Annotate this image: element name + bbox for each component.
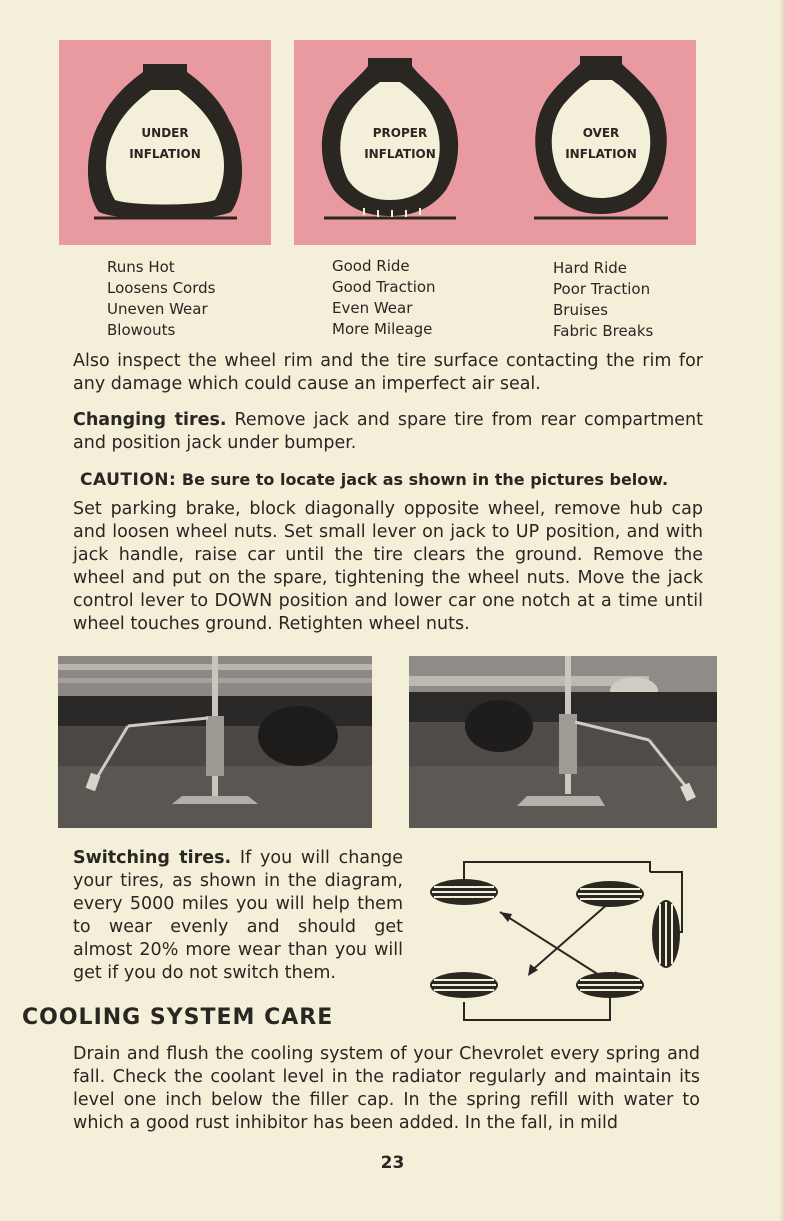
jack-photo-front (58, 656, 372, 828)
effect-item: Runs Hot (107, 258, 175, 276)
wheel-rear-right-icon (576, 972, 644, 998)
wheel-front-right-icon (576, 881, 644, 907)
wheel-front-left-icon (430, 879, 498, 905)
caution-text: Be sure to locate jack as shown in the pictures below. (176, 470, 669, 489)
caution-note (80, 470, 668, 490)
effect-item: Fabric Breaks (553, 322, 654, 340)
proper-inflation-panel (294, 40, 506, 245)
tire-label: UNDER INFLATION (129, 126, 201, 161)
effect-item: Even Wear (332, 299, 413, 317)
effect-item: Blowouts (107, 321, 176, 339)
tire-rotation-diagram (420, 852, 700, 1024)
effect-item: Hard Ride (553, 259, 628, 277)
jack-under-bumper-image (58, 656, 372, 828)
proper-inflation-effects (332, 256, 436, 340)
changing-tires-paragraph (73, 409, 703, 455)
changing-tires-heading: Changing tires. (73, 410, 227, 430)
effect-item: Good Traction (332, 278, 436, 296)
jack-under-rear-bumper-image (409, 656, 717, 828)
effect-item: Uneven Wear (107, 300, 208, 318)
effect-item: Loosens Cords (107, 279, 216, 297)
tire-label: OVER INFLATION (565, 126, 637, 161)
rim-inspection-paragraph: Also inspect the wheel rim and the tire surface contacting the rim for any damage which could cause an imperfect air seal. (73, 351, 703, 394)
switching-tires-heading: Switching tires. (73, 848, 232, 868)
tire-label: PROPER INFLATION (364, 126, 436, 161)
effect-item: More Mileage (332, 320, 433, 338)
page-number: 23 (380, 1153, 405, 1173)
page-edge (779, 0, 785, 1221)
effect-item: Bruises (553, 301, 608, 319)
over-inflation-effects (553, 258, 653, 342)
wheel-rear-left-icon (430, 972, 498, 998)
changing-tires-text: Remove jack and spare tire from rear compartment and position jack under bumper. (73, 410, 703, 453)
over-inflation-panel (506, 40, 696, 245)
under-inflation-panel (59, 40, 271, 245)
cooling-system-paragraph: Drain and flush the cooling system of your Chevrolet every spring and fall. Check the coolant level in the radiator regularly and maintain its level one inch below the filler cap. In the spring refill with water to which a good rust inhibitor has been added. In the fall, in mild (73, 1044, 700, 1133)
switching-tires-text: If you will change your tires, as shown in the diagram, every 5000 miles you will help them to wear evenly and should get almost 20% more wear than you will get if you do not switch them. (73, 848, 403, 983)
jack-photo-rear (409, 656, 717, 828)
switching-tires-paragraph (73, 847, 403, 985)
effect-item: Poor Traction (553, 280, 651, 298)
cooling-system-heading: COOLING SYSTEM CARE (22, 1005, 334, 1030)
caution-keyword: CAUTION: (80, 470, 177, 490)
under-inflation-effects (107, 257, 215, 341)
jack-procedure-paragraph: Set parking brake, block diagonally opposite wheel, remove hub cap and loosen wheel nuts. Set small lever on jack to UP position, and with jack handle, raise car until the tire clears the ground. Remove the wheel and put on the spare, tightening the wheel nuts. Move the jack control lever to DOWN position and lower car one notch at a time until wheel touches ground. Retighten wheel nuts. (73, 499, 703, 634)
effect-item: Good Ride (332, 257, 410, 275)
spare-wheel-icon (652, 900, 680, 968)
